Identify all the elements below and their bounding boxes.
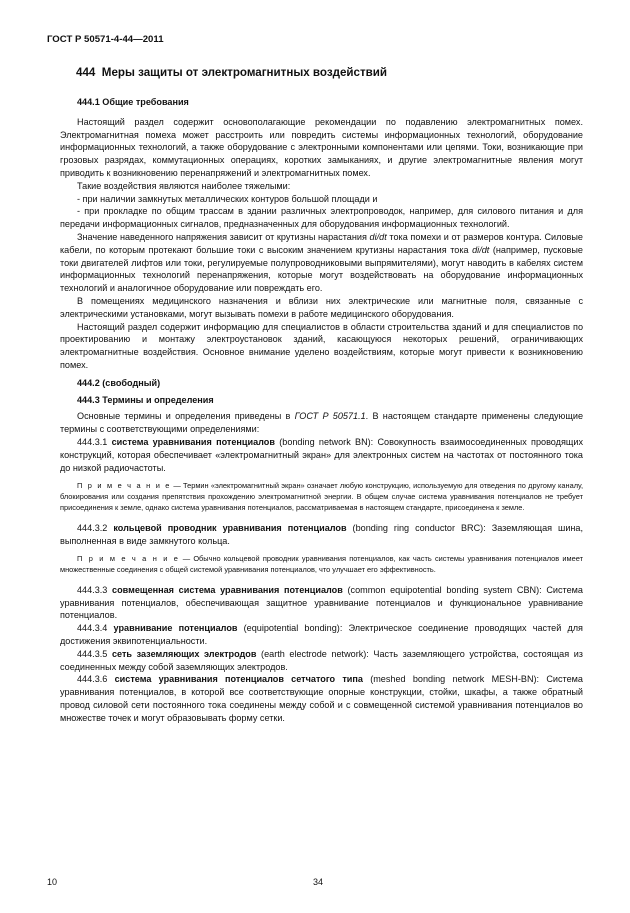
term: уравнивание потенциалов xyxy=(113,623,238,634)
subsection-title-444-3: 444.3 Термины и определения xyxy=(77,394,214,405)
term: система уравнивания потенциалов сетчатого типа xyxy=(114,674,363,685)
term-number: 444.3.6 xyxy=(77,674,115,685)
note xyxy=(60,481,583,513)
text-run: Значение наведенного напряжения зависит от крутизны нарастания xyxy=(77,231,370,242)
reference-link: ГОСТ Р 50571.1 xyxy=(294,411,366,422)
text-run: тока помехи и от размеров контура. Силовые кабели, по которым протекают большие токи с высоким значением крутизны нарастания тока xyxy=(60,231,583,255)
term-number: 444.3.2 xyxy=(77,522,114,533)
term: кольцевой проводник уравнивания потенциалов xyxy=(113,522,347,533)
formula-didt: di/dt xyxy=(472,244,490,255)
term-definition xyxy=(60,648,583,674)
paragraph: Настоящий раздел содержит основополагающие рекомендации по подавлению электромагнитных помех. Электромагнитная помеха может расстроить или повредить системы информационных технологий, оборудование информационных технологий, а также оборудование с электронными компонентами или цепями. Токи, возникающие при грозовых разрядах, коммутационных операциях, коротких замыканиях, и другие электромагнитные явления могут приводить к возникновению перенапряжений и электромагнитных помех. xyxy=(60,116,583,178)
term-number: 444.3.4 xyxy=(77,623,114,634)
term-definition xyxy=(60,622,583,648)
text-run: . В настоящем стандарте применены следующие термины с соответствующими определениями: xyxy=(60,411,584,435)
paragraph xyxy=(60,410,583,436)
term-definition xyxy=(60,584,583,622)
page-number-center: 34 xyxy=(313,877,324,887)
term-number: 444.3.1 xyxy=(77,436,112,447)
definition: (earth electrode network): Часть заземляющего устройства, состоящая из соединенных между собой заземляющих электродов. xyxy=(60,648,583,672)
term: сеть заземляющих электродов xyxy=(111,648,257,659)
definition: (common equipotential bonding system CBN): Система уравнивания потенциалов, обеспечивающая защитное уравнивание потенциалов и функциональное уравнивание потенциалов. xyxy=(60,584,583,621)
note-label: П р и м е ч а н и е xyxy=(77,481,172,491)
term: система уравнивания потенциалов xyxy=(111,436,275,447)
document-body xyxy=(60,96,583,725)
list-item: - при наличии замкнутых металлических контуров большой площади и xyxy=(77,193,378,204)
text-run: Основные термины и определения приведены в xyxy=(77,411,295,422)
note-label: П р и м е ч а н и е xyxy=(77,554,180,564)
page-number-left: 10 xyxy=(47,877,58,887)
term-number: 444.3.5 xyxy=(77,648,112,659)
note-text: — Обычно кольцевой проводник уравнивания потенциалов, как часть системы уравнивания потенциалов имеет множественные соединения с общей системой уравнивания потенциалов, что улучшает его эффективность. xyxy=(60,554,583,575)
paragraph xyxy=(60,231,583,295)
section-number: 444 xyxy=(76,66,96,79)
paragraph: В помещениях медицинского назначения и вблизи них электрические или магнитные поля, связанные с электрическими установками, могут вызывать помехи в работе медицинского оборудования. xyxy=(60,295,583,319)
subsection-title-444-2: 444.2 (свободный) xyxy=(77,377,161,388)
definition: (bonding network BN): Совокупность взаимосоединенных проводящих конструкций, которая обеспечивает «электромагнитный экран» для электронных систем на частотах от постоянного тока до низкой радиочастоты. xyxy=(60,436,583,473)
paragraph: Настоящий раздел содержит информацию для специалистов в области строительства зданий и для специалистов по проектированию и монтажу электроустановок зданий, касающуюся некоторых решений, ограничивающих электромагнитные воздействия. Основное внимание уделено воздействиям, которые могут привести к возникновению помех. xyxy=(60,321,583,370)
formula-didt: di/dt xyxy=(369,231,387,242)
term-definition xyxy=(60,673,583,724)
paragraph: Такие воздействия являются наиболее тяжелыми: xyxy=(77,180,291,191)
list-item: - при прокладке по общим трассам в здании различных электропроводок, например, для силового питания и для передачи информационных сигналов, предназначенных для оборудования информационных технологий. xyxy=(60,206,583,230)
document-code: ГОСТ Р 50571-4-44—2011 xyxy=(47,34,164,45)
term: совмещенная система уравнивания потенциалов xyxy=(112,584,343,595)
term-definition xyxy=(60,436,583,474)
term-number: 444.3.3 xyxy=(77,584,113,595)
section-heading: Меры защиты от электромагнитных воздействий xyxy=(101,66,388,79)
subsection-title-444-1: 444.1 Общие требования xyxy=(77,97,189,107)
text-run: (например, пусковые токи двигателей лифтов или токи, регулируемые полупроводниковыми выпрямителями), могут наводить в кабелях систем информационных технологий перенапряжения, которые могут воздействовать на оборудование информационных технологий и аналогичное оборудование или повреждать его. xyxy=(60,244,583,294)
note-text: — Термин «электромагнитный экран» означает любую конструкцию, используемую для отведения по другому каналу, блокирования или создания препятствия прохождению электромагнитной энергии. В общем случае система уравнивания потенциалов не требует присоединения к земле, однако система уравнивания потенциалов, рассматриваемая в настоящем стандарте, присоединена к земле. xyxy=(60,481,584,512)
definition: (meshed bonding network MESH-BN): Система уравнивания потенциалов, в которой все соответствующие опорные конструкции, стойки, шкафы, а также обратный провод силовой сети постоянного тока соединены между собой и с совмещенной системой уравнивания потенциалов во множестве точек и могут образовывать форму сетки. xyxy=(60,674,583,723)
definition: (equipotential bonding): Электрическое соединение проводящих частей для достижения эквипотенциальности. xyxy=(60,623,583,647)
definition: (bonding ring conductor BRC): Заземляющая шина, выполненная в виде замкнутого кольца. xyxy=(60,522,584,546)
note xyxy=(60,554,583,576)
section-title xyxy=(76,66,387,79)
term-definition xyxy=(60,522,583,548)
